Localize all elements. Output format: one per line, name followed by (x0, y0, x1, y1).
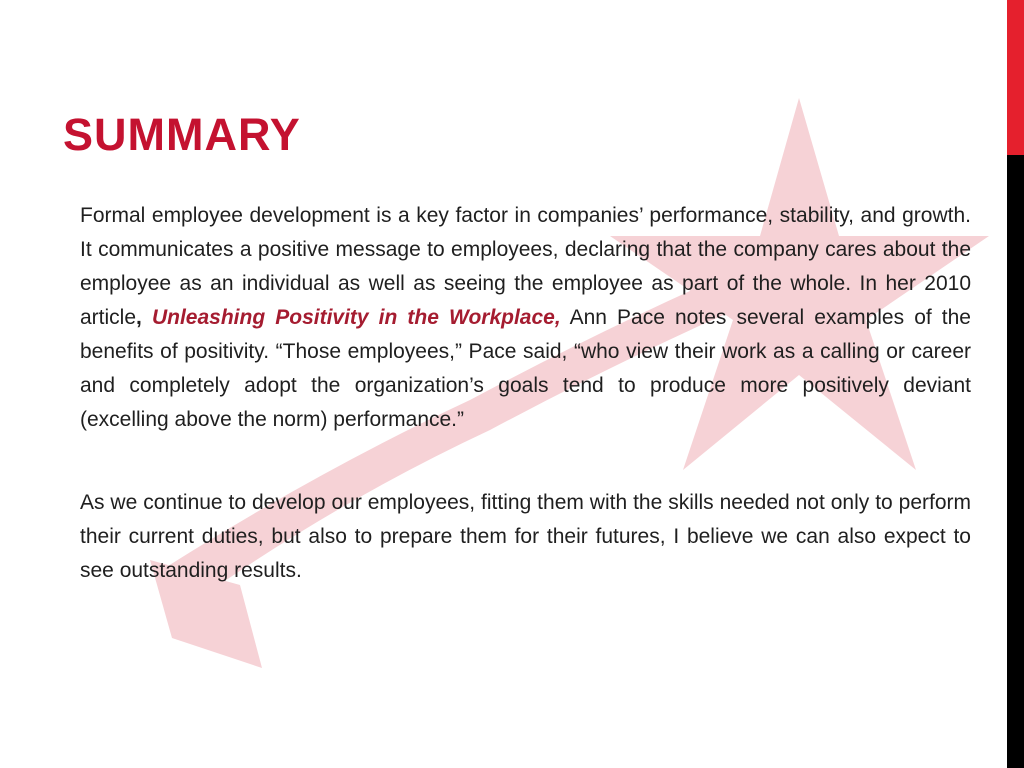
paragraph-1-comma: , (136, 306, 142, 329)
paragraph-2: As we continue to develop our employees, fitting them with the skills needed not only to perform their current duties, but also to prepare them for their futures, I believe we can also expect to see outstanding results. (80, 491, 971, 582)
side-bar-bottom (1007, 155, 1024, 768)
slide-title: SUMMARY (63, 109, 301, 160)
paragraph-1-continuation: Ann Pace notes several examples of the benefits of positivity. “Those employees,” Pace said, “who view their work as a calling or career and completely adopt the organization’s goals tend to produce more positively deviant (excelling above the norm) performance.” (80, 306, 971, 431)
side-bar-top (1007, 0, 1024, 155)
paragraph-1 (80, 199, 971, 437)
paragraph-1-text: Formal employee development is a key factor in companies’ performance, stability, and growth. It communicates a positive message to employees, declaring that the company cares about the employee as an individual as well as seeing the employee as part of the whole. In her 2010 article (80, 204, 971, 329)
slide-body (80, 199, 971, 588)
article-title: Unleashing Positivity in the Workplace, (151, 306, 561, 329)
